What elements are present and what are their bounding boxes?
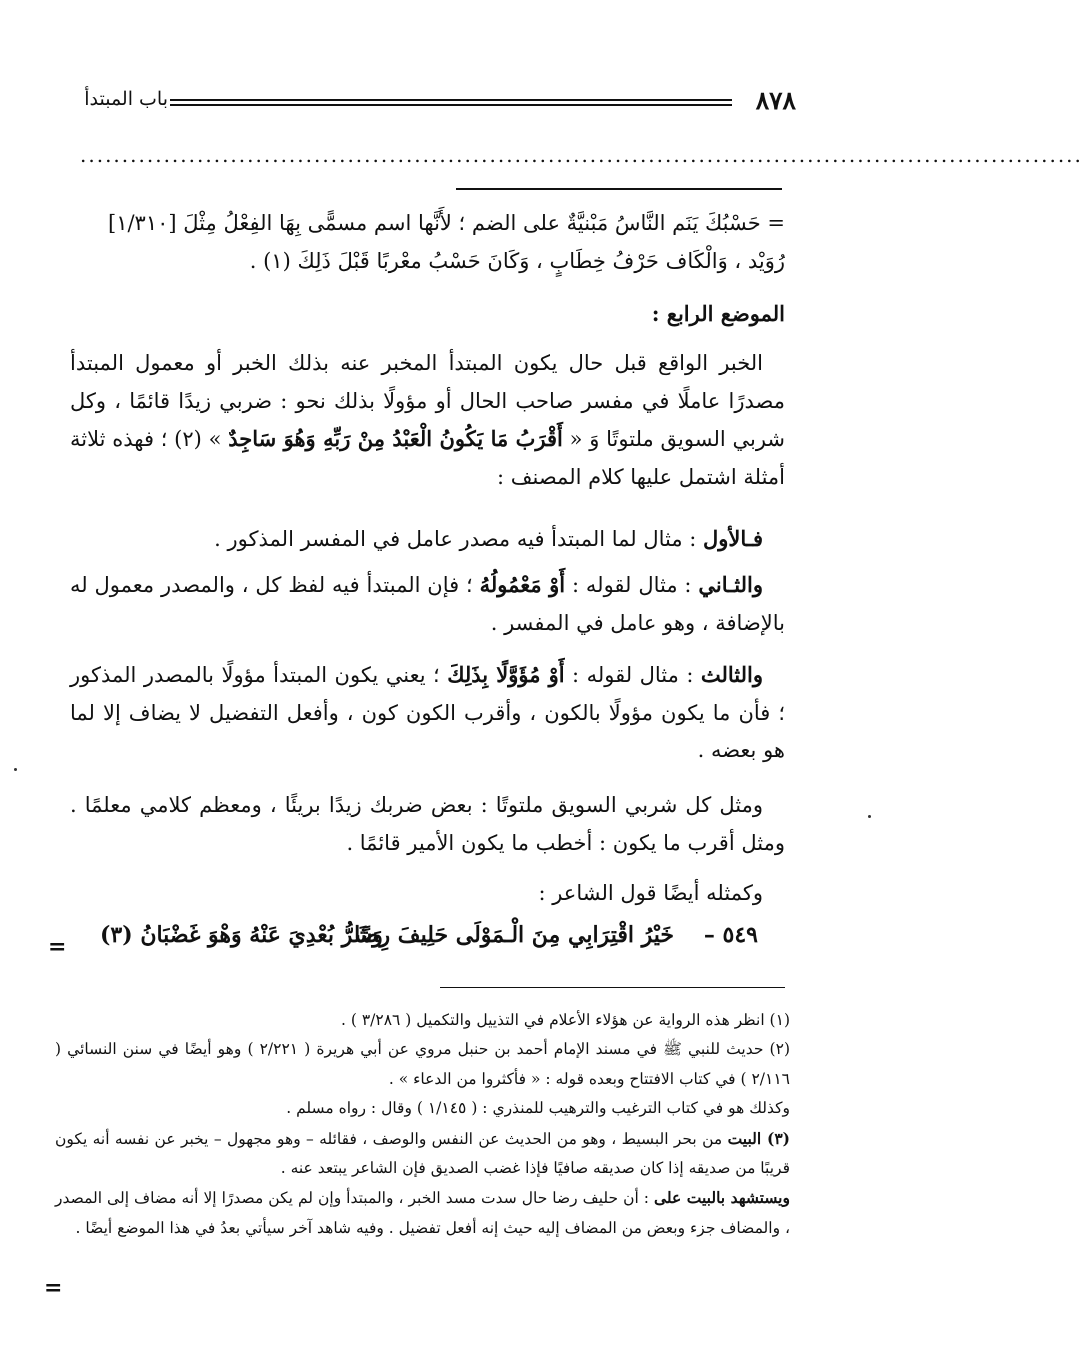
- poet-intro: وكمثله أيضًا قول الشاعر :: [538, 881, 763, 905]
- second-label: والثـاني: [698, 572, 764, 597]
- continued-line-1: = حَسْبُكَ يَنَم النَّاسُ مَبْنيَّةٌ على الضم ؛ لأَنَّها اسم مسمًّى بِهَا الفِعْلُ مِثْلَ [١/٣١٠]: [108, 211, 785, 235]
- paragraph-definition: [70, 345, 785, 496]
- third-quote: أَوْ مُؤَوَّلًا بِذَلِكَ: [447, 662, 565, 687]
- dotted-separator: ........................................................................................................................: [80, 143, 1083, 167]
- paragraph-poet: [70, 875, 785, 913]
- third-label: والثالث: [700, 662, 764, 687]
- footnote-2: (٢) حديث للنبي ﷺ في مسند الإمام أحمد بن حنبل مروي عن أبي هريرة ( ٢/٢٢١ ) وهو أيضًا في سنن النسائي ( ٢/١١٦ ) في كتاب الافتتاح وبعده قوله : « فأكثروا من الدعاء » .: [55, 1040, 790, 1088]
- hadith-quote: أَقْرَبُ مَا يَكُونُ الْعَبْدُ مِنْ رَبِّهِ وَهُوَ سَاجِدٌ: [228, 426, 563, 451]
- paragraph-second: [70, 566, 785, 642]
- footnote-3-label: (٣) البيت: [727, 1128, 790, 1148]
- poetry-verse: [100, 922, 758, 962]
- definition-text: الخبر الواقع قبل حال يكون المبتدأ المخبر عنه بذلك الخبر أو معمول المبتدأ مصدرًا عاملًا في مفسر صاحب الحال أو مؤولًا بذلك نحو : ضربي زيدًا قائمًا ، وكل شربي السويق ملتوتًا وَ «: [70, 351, 786, 451]
- continued-paragraph: [70, 205, 785, 280]
- verse-number: ٥٤٩ –: [703, 922, 758, 948]
- footnotes: [55, 1006, 790, 1243]
- paragraph-examples: [70, 787, 785, 862]
- definition-text-end: » (٢) ؛ فهذه ثلاثة أمثلة اشتمل عليها كلام المصنف :: [70, 427, 785, 489]
- footnote-3-witness: [55, 1183, 790, 1243]
- footnote-1: (١) انظر هذه الرواية عن هؤلاء الأعلام في التذييل والتكميل ( ٣/٢٨٦ ) .: [341, 1011, 790, 1029]
- footnote-rule: [440, 987, 785, 988]
- continuation-rule: [456, 188, 782, 190]
- header-rule-bottom: [170, 104, 732, 106]
- third-text-end: ؛ يعني يكون المبتدأ مؤولًا بالمصدر المذكور ؛ فأن ما يكون مؤولًا بالكون ، وأقرب الكون كون ، وأفعل التفضيل لا يضاف إلا لما هو بعضه .: [70, 663, 785, 762]
- verse-hemistich-1: خَيْرُ اقْتِرَابِي مِنَ الْـمَوْلَى حَلِيفَ رِضًا: [354, 922, 674, 948]
- footnote-3-witness-label: ويستشهد بالبيت على: [654, 1188, 790, 1208]
- first-text: : مثال لما المبتدأ فيه مصدر عامل في المفسر المذكور .: [214, 527, 704, 551]
- third-text: : مثال لقوله :: [564, 663, 701, 687]
- scan-speck: [14, 768, 17, 771]
- chapter-title: باب المبتدأ: [84, 88, 168, 110]
- footnote-2-continued: وكذلك هو في كتاب الترغيب والترهيب للمنذري : ( ١/١٤٥ ) وقال : رواه مسلم .: [286, 1099, 790, 1118]
- continuation-marker-body: =: [48, 934, 67, 960]
- footnote-3-witness-text: : أن حليف رضا حال سدت مسد الخبر ، والمبتدأ وإن لم يكن مصدرًا إلا أنه مضاف إلى المصدر ، والمضاف جزء وبعض من المضاف إليه حيث إنه أفعل تفضيل . وفيه شاهد آخر سيأتي بعدُ في هذا الموضع أيضًا .: [55, 1189, 790, 1237]
- continued-line-2: رُوَيْد ، وَالْكَاف حَرْفُ خِطَابٍ ، وَكَانَ حَسْبُ معْربًا قَبْلَ ذَلِكَ (١) .: [249, 248, 785, 273]
- second-quote: أَوْ مَعْمُولُهُ: [479, 572, 566, 597]
- scan-speck: [868, 815, 871, 818]
- paragraph-first: [70, 520, 785, 559]
- second-text: : مثال لقوله :: [565, 573, 699, 597]
- verse-hemistich-2: وَشَرُّ بُعْدِيَ عَنْهُ وَهْوَ غَضْبَانُ (٣): [100, 922, 383, 948]
- footnote-3-text: من بحر البسيط ، وهو من الحديث عن النفس والوصف ، فقائله – وهو مجهول – يخبر عن نفسه أنه يكون قريبًا من صديقه إذا كان صديقه صافيًا فإذا غضب الصديق فإن الشاعر يبتعد عنه .: [55, 1129, 790, 1178]
- second-text-end: ؛ فإن المبتدأ فيه لفظ كل ، والمصدر معمول له بالإضافة ، وهو عامل في المفسر .: [70, 573, 785, 635]
- continuation-marker-footnote: =: [44, 1275, 63, 1301]
- footnote-3: [55, 1124, 790, 1184]
- first-label: فـالأول: [703, 526, 763, 551]
- examples-text: ومثل كل شربي السويق ملتوتًا : بعض ضربك زيدًا بريئًا ، ومعظم كلامي معلمًا . ومثل أقرب ما يكون : أخطب ما يكون الأمير قائمًا .: [70, 793, 785, 855]
- paragraph-third: [70, 656, 785, 770]
- header-rule-top: [170, 99, 732, 101]
- section-heading: الموضع الرابع :: [651, 301, 785, 326]
- page-number: ٨٧٨: [755, 86, 796, 115]
